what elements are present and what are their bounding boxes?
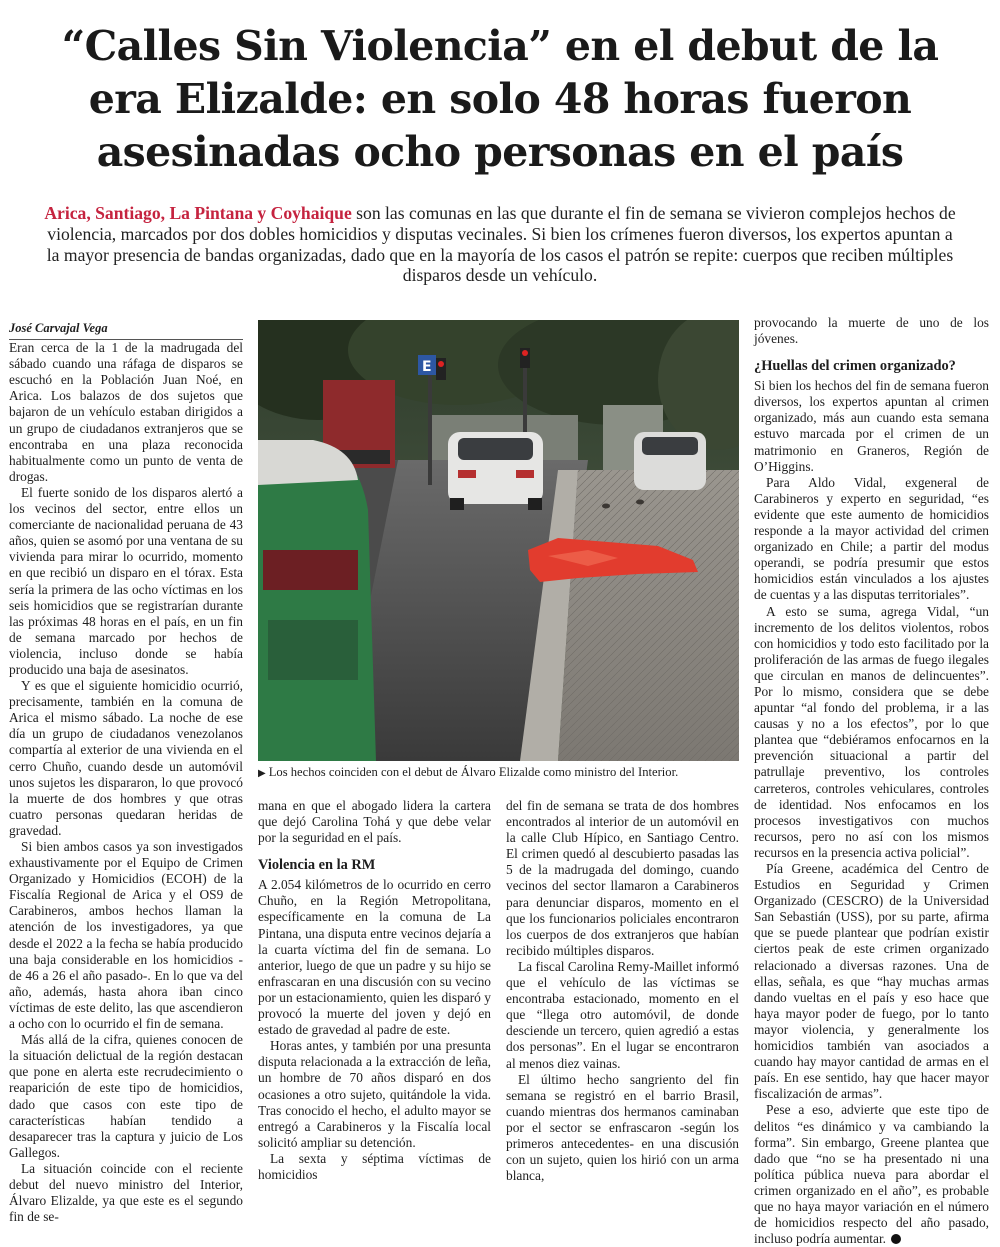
body-paragraph: La fiscal Carolina Remy-Maillet informó que el vehículo de las víctimas se encontraba estacionado, momento en el que “llega otro automóvil, de donde desciende un tercero, quien agredió a estas dos personas”. En el lugar se encontraron al menos diez vainas. [506,958,739,1071]
body-paragraph: Si bien los hechos del fin de semana fueron diversos, los expertos apuntan al crimen organizado, más aun cuando esta semana estuvo marcada por el crimen de un matrimonio en Graneros, Región de O’Higgins. [754,378,989,474]
end-mark-icon [891,1234,901,1244]
column-3 [506,798,739,1184]
closing-text: Pese a eso, advierte que este tipo de delitos “es dinámico y va cambiando la forma”. Sin embargo, Greene plantea que dado que “no se ha presentado ni una política pública nueva para abordar el crimen organizado en el año”, es probable que no haya mayor variación en el número de homicidios respecto del año pasado, incluso podría aumentar. [754,1102,989,1247]
street-sign-letter: E [422,359,432,375]
section-heading: Violencia en la RM [258,857,376,874]
body-paragraph: Si bien ambos casos ya son investigados exhaustivamente por el Equipo de Crimen Organizado y Homicidios (ECOH) de la Fiscalía Regional de Arica y el OS9 de Carabineros, ambos hechos llaman la atención de los investigadores, ya que desde el 2022 a la fecha se había producido una baja considerable en los homicidios -de 46 a 26 el año pasado-. En lo que va del año, además, hasta ahora iban cinco víctimas de este delito, las que ascendieron a ocho con lo ocurrido el fin de semana. [9,839,243,1032]
caption-triangle-icon: ▶ [258,768,266,779]
body-paragraph: La situación coincide con el reciente debut del nuevo ministro del Interior, Álvaro Elizalde, ya que este es el segundo fin de se- [9,1160,243,1225]
body-paragraph: A 2.054 kilómetros de lo ocurrido en cerro Chuño, en la Región Metropolitana, específicamente en la comuna de La Pintana, una disputa entre vecinos dejaría a la cuarta víctima del fin de semana. Lo anterior, luego de que un padre y su hijo se enfrascaran en una discusión con su vecino por un estacionamiento, quien les disparó y provocó la muerte del joven y dejó en estado de gravedad al padre de este. [258,877,491,1038]
body-paragraph: Eran cerca de la 1 de la madrugada del sábado cuando una ráfaga de disparos se escuchó en la Población Juan Noé, en Arica. Los balazos de dos sujetos que bajaron de un vehículo estaban dirigidos a un grupo de ciudadanos extranjeros que se encontraba en una plaza reconocida habitualmente como un punto de venta de drogas. [9,340,243,484]
headline: “Calles Sin Violencia” en el debut de la era Elizalde: en solo 48 horas fueron asesinadas ocho personas en el país [61,22,939,176]
section-heading: ¿Huellas del crimen organizado? [754,358,956,375]
body-paragraph: Para Aldo Vidal, exgeneral de Carabineros y experto en seguridad, “es evidente que este aumento de homicidios responde a la mayor actividad del crimen organizado en Chile; a partir del modus operandi, se podría presumir que estos homicidios están vinculados a los ajustes de cuentas y a las disputas territoriales”. [754,474,989,603]
body-paragraph: mana en que el abogado lidera la cartera que dejó Carolina Tohá y que debe velar por la seguridad en el país. [258,798,491,846]
body-paragraph: El fuerte sonido de los disparos alertó a los vecinos del sector, entre ellos un comerciante de nacionalidad peruana de 43 años, quien se asomó por una ventana de su vivienda para mirar lo ocurrido, momento en que recibió un disparo en el tórax. Esta sería la primera de las ocho víctimas en los seis homicidios que se registrarían durante las próximas 48 horas en el país, en un fin de semana marcado por hechos de violencia, incluso donde se había producido una baja de asesinatos. [9,484,243,677]
author-byline: José Carvajal Vega [9,320,243,340]
body-paragraph [754,1102,989,1247]
column-4 [754,315,989,1247]
caption-text: Los hechos coinciden con el debut de Álvaro Elizalde como ministro del Interior. [268,765,679,779]
lead-places: Arica, Santiago, La Pintana y Coyhaique [44,203,352,223]
body-paragraph: Horas antes, y también por una presunta disputa relacionada a la extracción de leña, un hombre de 70 años disparó en dos ocasiones a otro sujeto, quitándole la vida. Tras conocido el hecho, el adulto mayor se entregó a Carabineros y la Fiscalía local solicitó ampliar su detención. [258,1038,491,1150]
lead-paragraph [40,203,960,286]
body-paragraph: A esto se suma, agrega Vidal, “un incremento de los delitos violentos, robos con homicidios y todo esto facilitado por la proliferación de las armas de fuego ilegales que circulan en manos de delincuentes”. Por lo mismo, considera que se debe apuntar “al fondo del problema, ir a las causas y no a los efectos”, por lo que plantea que “debiéramos enfocarnos en la prevención situacional a partir del patrullaje preventivo, los controles carreteros, controles vehiculares, controles de identidad. Nos enfocamos en los procesos investigativos con muchos recursos, pero no así con los mismos recursos en la presencia activa policial”. [754,603,989,860]
body-paragraph: Pía Greene, académica del Centro de Estudios en Seguridad y Crimen Organizado (CESCRO) de la Universidad San Sebastián (USS), por su parte, afirma que se puede plantear que podrían existir ciertos peak de este crimen organizado relacionado a diversas razones. Una de ellas, señala, es que “hay muchas armas dando vueltas en el país y eso hace que haya mayor poder de fuego, por lo tanto mayor violencia, y generalmente los homicidios también van asociados a cuando hay mayor cantidad de armas en el país. En ese sentido, hay que hacer mayor fiscalización de armas”. [754,861,989,1102]
news-photo [258,320,739,761]
street-scene-photo [258,320,739,761]
lead-text: son las comunas en las que durante el fin de semana se vivieron complejos hechos de violencia, marcados por dos dobles homicidios y disputas vecinales. Si bien los crímenes fueron diversos, los expertos apuntan a la mayor presencia de bandas organizadas, dado que en la mayoría de los casos el patrón se repite: cuerpos que reciben múltiples disparos desde un vehículo. [46,203,956,286]
body-paragraph: Más allá de la cifra, quienes conocen de la situación delictual de la región destacan que pone en alerta este recrudecimiento o reaparición de este tipo de homicidios, dado que casos con este tipo de características habían tendido a desaparecer tras la captura y juicio de Los Gallegos. [9,1032,243,1160]
body-paragraph: La sexta y séptima víctimas de homicidios [258,1150,491,1182]
column-1 [9,320,243,1225]
column-2 [258,798,491,1183]
body-paragraph: Y es que el siguiente homicidio ocurrió, precisamente, también en la comuna de Arica el mismo sábado. La noche de ese día un grupo de ciudadanos venezolanos compartía al exterior de una vivienda en el cerro Chuño, cuando desde un automóvil unos sujetos les dispararon, lo que provocó la muerte de dos hombres y que otras cuatro personas quedaran heridas de gravedad. [9,678,243,838]
photo-caption [258,765,739,781]
body-paragraph: El último hecho sangriento del fin semana se registró en el barrio Brasil, cuando mientras dos hermanos caminaban por el sector se enfrascaron -según los primeros antecedentes- en una discusión con un sujeto, quien los hirió con un arma blanca, [506,1071,739,1184]
body-paragraph: provocando la muerte de uno de los jóvenes. [754,315,989,347]
body-paragraph: del fin de semana se trata de dos hombres encontrados al interior de un automóvil en la calle Club Hípico, en Santiago Centro. El crimen quedó al descubierto pasadas las 5 de la madrugada del domingo, cuando vecinos del sector llamaron a Carabineros para denunciar disparos, momento en el que los funcionarios policiales encontraron los cuerpos de dos extranjeros que habían recibido múltiples disparos. [506,798,739,958]
